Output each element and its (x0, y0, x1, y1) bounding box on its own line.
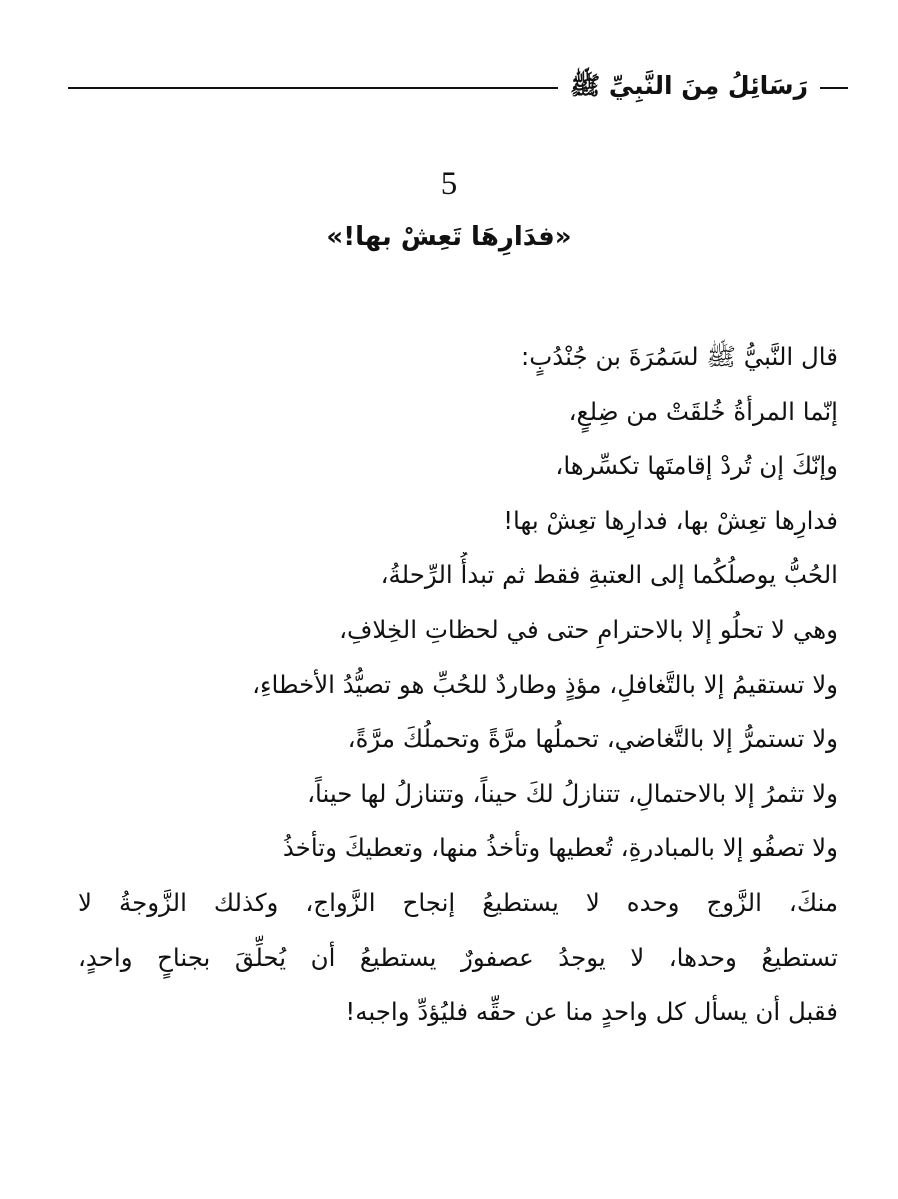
text-line: ولا تستمرُّ إلا بالتَّغاضي، تحملُها مرَّةً وتحملُكَ مرَّةً، (347, 724, 838, 754)
chapter-number: 5 (440, 166, 458, 202)
chapter-title: «فدَارِهَا تَعِشْ بها!» (326, 222, 572, 252)
text-line: فدارِها تعِشْ بها، فدارِها تعِشْ بها! (503, 505, 838, 535)
text-line: فقبل أن يسأل كل واحدٍ منا عن حقِّه فليُؤدِّ واجبه! (345, 997, 838, 1027)
header-rule-right (820, 87, 848, 89)
header-rule-left (68, 87, 558, 89)
text-line: تستطيعُ وحدها، لا يوجدُ عصفورٌ يستطيعُ أن يُحلِّقَ بجناحٍ واحدٍ، (78, 942, 838, 972)
text-line: إنّما المرأةُ خُلقَتْ من ضِلعٍ، (568, 396, 838, 426)
body-text (78, 334, 838, 1044)
text-line: ولا تثمرُ إلا بالاحتمالِ، تتنازلُ لكَ حيناً، وتتنازلُ لها حيناً، (307, 778, 838, 808)
text-line: وإنّكَ إن تُردْ إقامتَها تكسِّرها، (555, 451, 838, 481)
text-line: قال النَّبيُّ ﷺ لسَمُرَةَ بن جُنْدُبٍ: (520, 342, 838, 371)
running-header (68, 68, 848, 108)
running-header-title: رَسَائِلُ مِنَ النَّبِيِّ ﷺ (569, 70, 808, 100)
text-line: وهي لا تحلُو إلا بالاحترامِ حتى في لحظاتِ الخِلافِ، (339, 614, 838, 644)
text-line: الحُبُّ يوصلُكُما إلى العتبةِ فقط ثم تبدأُ الرِّحلةُ، (380, 560, 838, 590)
text-line: ولا تصفُو إلا بالمبادرةِ، تُعطيها وتأخذُ منها، وتعطيكَ وتأخذُ (282, 833, 838, 863)
text-line: ولا تستقيمُ إلا بالتَّغافلِ، مؤذٍ وطاردٌ للحُبِّ هو تصيُّدُ الأخطاءِ، (252, 669, 838, 699)
text-line: منكَ، الزَّوج وحده لا يستطيعُ إنجاح الزَّواج، وكذلك الزَّوجةُ لا (78, 887, 838, 917)
